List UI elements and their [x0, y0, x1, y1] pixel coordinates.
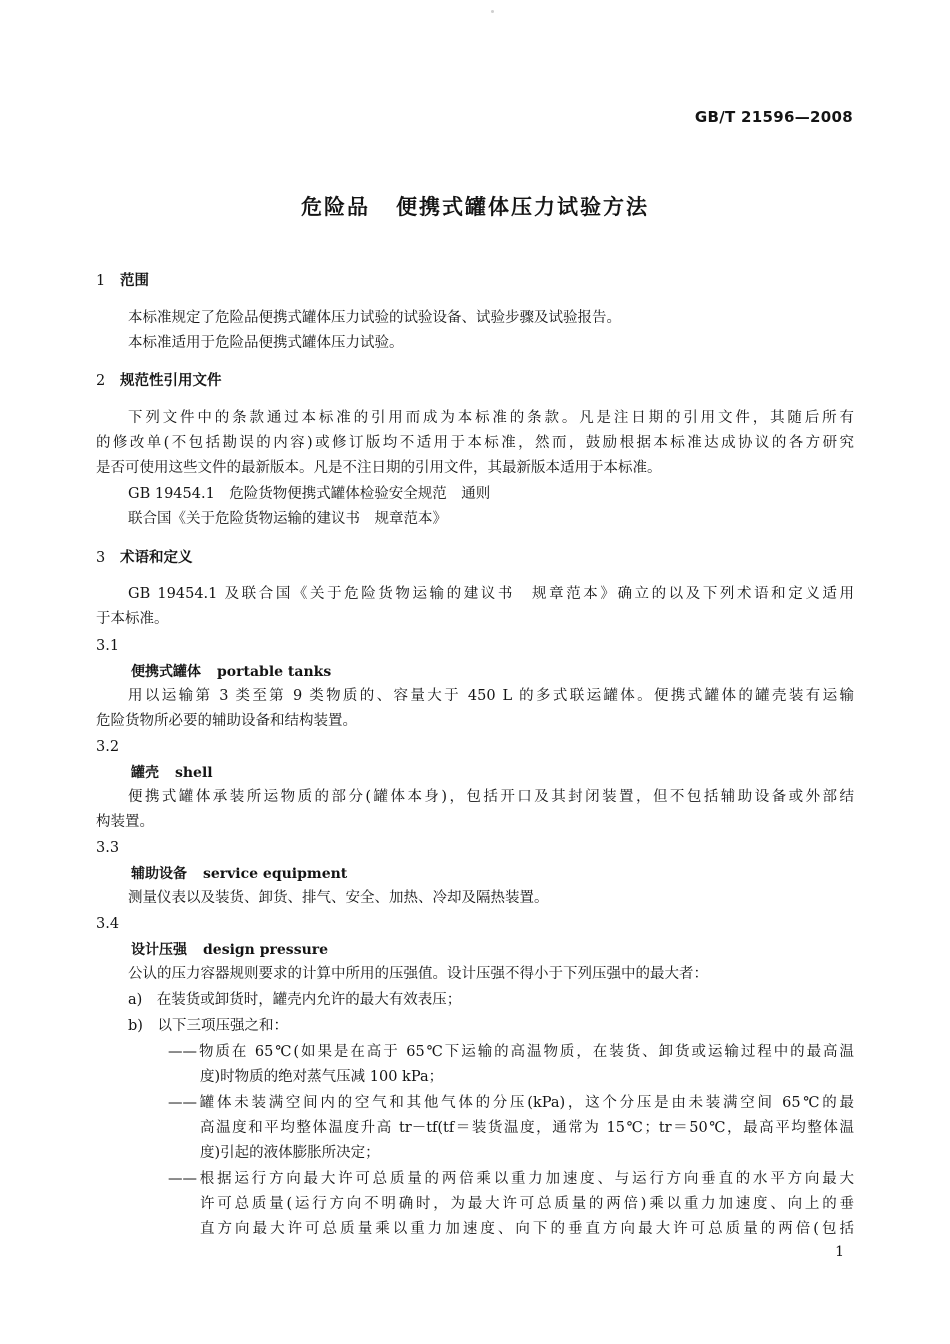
term-3-4-number: 3.4: [96, 916, 120, 932]
term-3-3-def-line-1: 测量仪表以及装货、卸货、排气、安全、加热、冷却及隔热装置。: [128, 890, 549, 906]
document-title: [0, 191, 950, 221]
term-3-1-def-line-2: 危险货物所必要的辅助设备和结构装置。: [96, 713, 357, 729]
section-2-line-1: 下列文件中的条款通过本标准的引用而成为本标准的条款。凡是注日期的引用文件，其随后所有: [128, 410, 854, 426]
term-3-1-title: 便携式罐体 portable tanks: [131, 664, 332, 680]
title-part-2: 便携式罐体压力试验方法: [396, 195, 649, 219]
dash-item-1-line-1: ——物质在 65℃(如果是在高于 65℃下运输的高温物质，在装货、卸货或运输过程中的最高温: [168, 1044, 854, 1060]
term-3-4-title: 设计压强 design pressure: [131, 942, 329, 958]
section-3-line-1: GB 19454.1 及联合国《关于危险货物运输的建议书 规章范本》确立的以及下列术语和定义适用: [128, 586, 854, 602]
term-3-2-def-line-2: 构装置。: [96, 814, 154, 830]
term-3-1-def-line-1: 用以运输第 3 类至第 9 类物质的、容量大于 450 L 的多式联运罐体。便携式罐体的罐壳装有运输: [128, 688, 854, 704]
dash-item-1-line-2: 度)时物质的绝对蒸气压减 100 kPa；: [200, 1069, 444, 1085]
term-3-3-number: 3.3: [96, 840, 120, 856]
dash-item-3-line-1: ——根据运行方向最大许可总质量的两倍乘以重力加速度、与运行方向垂直的水平方向最大: [168, 1171, 854, 1187]
dash-item-2-line-3: 度)引起的液体膨胀所决定；: [200, 1145, 380, 1161]
dash-item-3-line-3: 直方向最大许可总质量乘以重力加速度、向下的垂直方向最大许可总质量的两倍(包括: [200, 1221, 854, 1237]
standard-number: GB/T 21596—2008: [694, 108, 853, 126]
title-part-1: 危险品: [301, 195, 370, 219]
reference-gb19454: GB 19454.1 危险货物便携式罐体检验安全规范 通则: [128, 486, 491, 502]
dash-item-3-line-2: 许可总质量(运行方向不明确时，为最大许可总质量的两倍)乘以重力加速度、向上的垂: [200, 1196, 854, 1212]
term-3-1-number: 3.1: [96, 638, 120, 654]
list-item-a: a) 在装货或卸货时，罐壳内允许的最大有效表压；: [128, 992, 462, 1008]
section-1-heading: 1 范围: [96, 273, 149, 289]
section-2-line-3: 是否可使用这些文件的最新版本。凡是不注日期的引用文件，其最新版本适用于本标准。: [96, 460, 662, 476]
section-3-line-2: 于本标准。: [96, 611, 169, 627]
section-1-para-2: 本标准适用于危险品便携式罐体压力试验。: [128, 335, 404, 351]
page-number: 1: [835, 1244, 844, 1260]
dash-item-2-line-2: 高温度和平均整体温度升高 tr－tf(tf＝装货温度，通常为 15℃；tr＝50℃，最高平均整体温: [200, 1120, 854, 1136]
section-1-para-1: 本标准规定了危险品便携式罐体压力试验的试验设备、试验步骤及试验报告。: [128, 310, 621, 326]
dash-item-2-line-1: ——罐体未装满空间内的空气和其他气体的分压(kPa)，这个分压是由未装满空间 65℃的最: [168, 1095, 854, 1111]
list-item-b: b) 以下三项压强之和：: [128, 1018, 288, 1034]
section-2-heading: 2 规范性引用文件: [96, 373, 222, 389]
term-3-2-number: 3.2: [96, 739, 120, 755]
term-3-2-def-line-1: 便携式罐体承装所运物质的部分(罐体本身)，包括开口及其封闭装置，但不包括辅助设备或外部结: [128, 789, 854, 805]
term-3-4-def-line-1: 公认的压力容器规则要求的计算中所用的压强值。设计压强不得小于下列压强中的最大者：: [128, 966, 708, 982]
term-3-2-title: 罐壳 shell: [131, 765, 213, 781]
section-2-line-2: 的修改单(不包括勘误的内容)或修订版均不适用于本标准，然而，鼓励根据本标准达成协议的各方研究: [96, 435, 854, 451]
reference-un-model-regulations: 联合国《关于危险货物运输的建议书 规章范本》: [128, 511, 447, 527]
section-3-heading: 3 术语和定义: [96, 550, 193, 566]
term-3-3-title: 辅助设备 service equipment: [131, 866, 348, 882]
scan-speck: [491, 10, 494, 13]
